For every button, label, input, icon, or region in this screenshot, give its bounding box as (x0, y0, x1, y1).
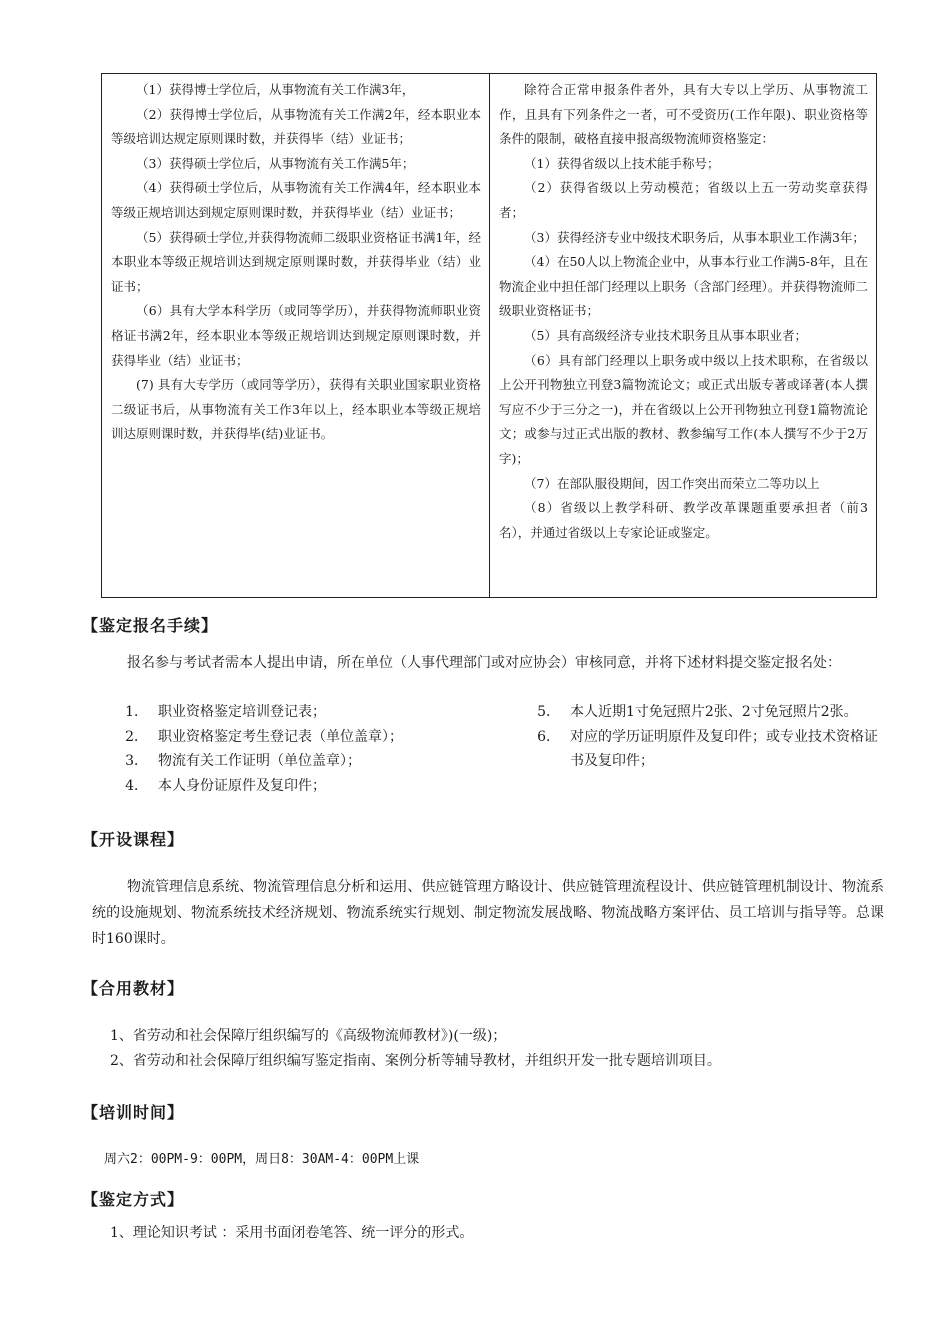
criteria-left-item: （5）获得硕士学位,并获得物流师二级职业资格证书满1年，经本职业本等级正规培训达到规定原则课时数，并获得毕业（结）业证书； (111, 229, 481, 294)
list-item: 1． 职业资格鉴定培训登记表； (125, 704, 326, 720)
criteria-left-item: （6）具有大学本科学历（或同等学历），并获得物流师职业资格证书满2年，经本职业本等级正规培训达到规定原则课时数，并获得毕业（结）业证书； (111, 303, 481, 368)
criteria-right-intro: 除符合正常申报条件者外，具有大专以上学历、从事物流工作，且具有下列条件之一者，可不受资历(工作年限)、职业资格等条件的限制，破格直接申报高级物流师资格鉴定： (499, 82, 868, 147)
criteria-left-item: （2）获得博士学位后，从事物流有关工作满2年，经本职业本等级培训达规定原则课时数，并获得毕（结）业证书； (111, 106, 481, 147)
assessment-heading: 【鉴定方式】 (82, 1190, 185, 1209)
registration-intro: 报名参与考试者需本人提出申请，所在单位（人事代理部门或对应协会）审核同意，并将下述材料提交鉴定报名处： (127, 655, 841, 671)
courses-heading: 【开设课程】 (82, 830, 185, 849)
criteria-right-item: （1）获得省级以上技术能手称号； (524, 155, 720, 171)
criteria-table (101, 73, 877, 598)
criteria-left-item: （3）获得硕士学位后，从事物流有关工作满5年； (136, 155, 415, 171)
list-item: 5． 本人近期1寸免冠照片2张、2寸免冠照片2张。 (537, 704, 858, 720)
registration-list-left (122, 700, 502, 798)
courses-text: 物流管理信息系统、物流管理信息分析和运用、供应链管理方略设计、供应链管理流程设计、供应链管理机制设计、物流系统的设施规划、物流系统技术经济规划、物流系统实行规划、制定物流发展战略、物流战略方案评估、员工培训与指导等。总课时160课时。 (92, 879, 884, 947)
list-item: 3． 物流有关工作证明（单位盖章）； (125, 753, 361, 769)
assessment-item: 1、理论知识考试 ：采用书面闭卷笔答、统一评分的形式。 (110, 1225, 474, 1241)
criteria-right-item: （8）省级以上教学科研、教学改革课题重要承担者（前3名），并通过省级以上专家论证或鉴定。 (499, 500, 868, 540)
textbooks-heading: 【合用教材】 (82, 979, 185, 998)
textbook-item: 1、省劳动和社会保障厅组织编写的《高级物流师教材》)(一级)； (110, 1028, 507, 1044)
criteria-right-item: （4）在50人以上物流企业中，从事本行业工作满5-8年，且在物流企业中担任部门经理以上职务（含部门经理）。并获得物流师二级职业资格证书； (499, 254, 868, 319)
list-item: 4． 本人身份证原件及复印件； (125, 777, 326, 794)
registration-heading: 【鉴定报名手续】 (82, 616, 219, 635)
registration-list-right (534, 700, 886, 774)
criteria-right-item: （3）获得经济专业中级技术职务后，从事本职业工作满3年； (524, 229, 865, 245)
list-item: 6． 对应的学历证明原件及复印件；或专业技术资格证书及复印件； (537, 728, 878, 769)
criteria-left-item: (7) 具有大专学历（或同等学历），获得有关职业国家职业资格二级证书后，从事物流有关工作3年以上，经本职业本等级正规培训达原则课时数，并获得毕(结)业证书。 (111, 377, 481, 442)
criteria-left-column (102, 74, 490, 597)
criteria-left-item: （1）获得博士学位后，从事物流有关工作满3年， (136, 82, 415, 97)
criteria-right-item: （7）在部队服役期间，因工作突出而荣立二等功以上 (524, 475, 820, 491)
criteria-right-column (490, 74, 876, 597)
textbook-item: 2、省劳动和社会保障厅组织编写鉴定指南、案例分析等辅导教材，并组织开发一批专题培训项目。 (110, 1053, 721, 1069)
criteria-right-item: （2）获得省级以上劳动模范；省级以上五一劳动奖章获得者； (499, 180, 868, 220)
schedule-heading: 【培训时间】 (82, 1103, 185, 1122)
schedule-text: 周六2：00PM-9：00PM，周日8：30AM-4：00PM上课 (104, 1152, 420, 1167)
list-item: 2． 职业资格鉴定考生登记表（单位盖章）； (125, 728, 403, 745)
criteria-right-item: （5）具有高级经济专业技术职务且从事本职业者； (524, 327, 807, 343)
criteria-right-item: （6）具有部门经理以上职务或中级以上技术职称，在省级以上公开刊物独立刊登3篇物流论文；或正式出版专著或译著(本人撰写应不少于三分之一)，并在省级以上公开刊物独立刊登1篇物流论文；或参与过正式出版的教材、教参编写工作(本人撰写不少于2万字)； (499, 352, 868, 466)
criteria-left-item: （4）获得硕士学位后，从事物流有关工作满4年，经本职业本等级正规培训达到规定原则课时数，并获得毕业（结）业证书； (111, 180, 481, 220)
